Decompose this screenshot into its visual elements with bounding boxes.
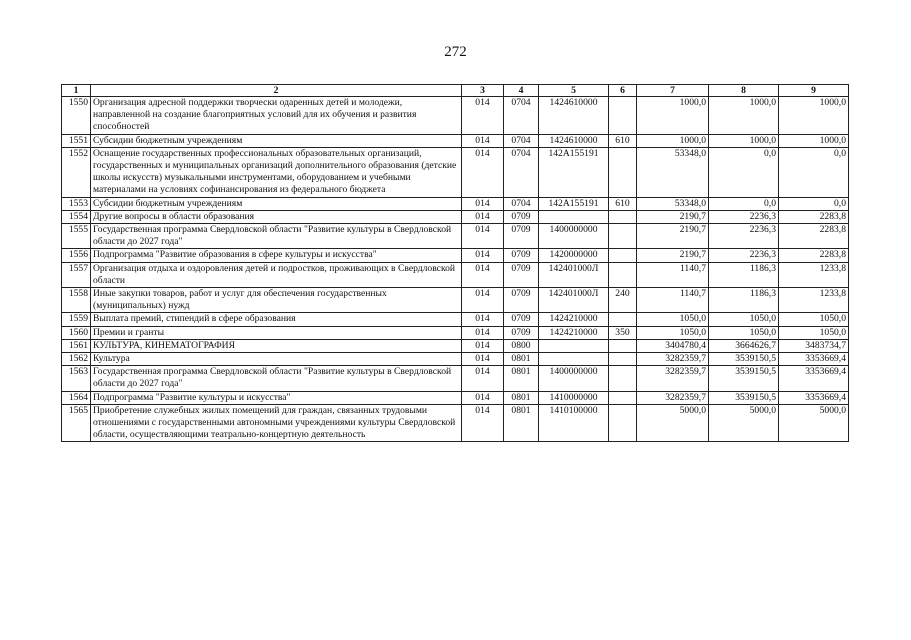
column-header: 5: [539, 85, 609, 97]
target-article-cell: 1424610000: [539, 134, 609, 147]
ministry-code-cell: 014: [462, 147, 504, 197]
row-number-cell: 1561: [62, 339, 91, 352]
amount-col7-cell: 53348,0: [637, 197, 709, 210]
table-row: [62, 147, 849, 197]
amount-col7-cell: 5000,0: [637, 404, 709, 442]
section-code-cell: 0704: [504, 97, 539, 135]
column-header: 2: [91, 85, 462, 97]
section-code-cell: 0801: [504, 366, 539, 391]
column-header: 4: [504, 85, 539, 97]
item-name-cell: Субсидии бюджетным учреждениям: [91, 197, 462, 210]
target-article-cell: 1420000000: [539, 249, 609, 262]
amount-col8-cell: 3539150,5: [709, 353, 779, 366]
amount-col7-cell: 3282359,7: [637, 366, 709, 391]
ministry-code-cell: 014: [462, 391, 504, 404]
item-name-cell: Оснащение государственных профессиональных образовательных организаций, государственных и муниципальных организаций дополнительного образования (детские школы искусств) музыкальными инструментами, оборудованием и учебными материалами на условиях софинансирования из федерального бюджета: [91, 147, 462, 197]
row-number-cell: 1555: [62, 224, 91, 249]
expense-type-cell: [609, 249, 637, 262]
budget-table: [61, 84, 849, 442]
item-name-cell: Премии и гранты: [91, 326, 462, 339]
ministry-code-cell: 014: [462, 339, 504, 352]
row-number-cell: 1564: [62, 391, 91, 404]
table-row: [62, 391, 849, 404]
amount-col8-cell: 0,0: [709, 197, 779, 210]
ministry-code-cell: 014: [462, 249, 504, 262]
column-header: 9: [779, 85, 849, 97]
table-row: [62, 288, 849, 313]
row-number-cell: 1556: [62, 249, 91, 262]
section-code-cell: 0800: [504, 339, 539, 352]
row-number-cell: 1558: [62, 288, 91, 313]
amount-col7-cell: 1050,0: [637, 313, 709, 326]
item-name-cell: Подпрограмма "Развитие культуры и искусства": [91, 391, 462, 404]
table-row: [62, 197, 849, 210]
section-code-cell: 0704: [504, 197, 539, 210]
table-row: [62, 353, 849, 366]
amount-col7-cell: 1000,0: [637, 134, 709, 147]
amount-col9-cell: 5000,0: [779, 404, 849, 442]
amount-col8-cell: 2236,3: [709, 249, 779, 262]
amount-col9-cell: 1233,8: [779, 262, 849, 287]
amount-col7-cell: 1140,7: [637, 288, 709, 313]
amount-col9-cell: 1050,0: [779, 326, 849, 339]
ministry-code-cell: 014: [462, 366, 504, 391]
item-name-cell: Государственная программа Свердловской области "Развитие культуры в Свердловской области до 2027 года": [91, 224, 462, 249]
target-article-cell: [539, 353, 609, 366]
target-article-cell: 1400000000: [539, 366, 609, 391]
amount-col7-cell: 1140,7: [637, 262, 709, 287]
section-code-cell: 0801: [504, 353, 539, 366]
expense-type-cell: [609, 147, 637, 197]
ministry-code-cell: 014: [462, 288, 504, 313]
item-name-cell: Другие вопросы в области образования: [91, 210, 462, 223]
section-code-cell: 0709: [504, 224, 539, 249]
amount-col8-cell: 1050,0: [709, 313, 779, 326]
amount-col7-cell: 3404780,4: [637, 339, 709, 352]
amount-col9-cell: 1050,0: [779, 313, 849, 326]
column-header: 8: [709, 85, 779, 97]
target-article-cell: 1424210000: [539, 326, 609, 339]
section-code-cell: 0709: [504, 326, 539, 339]
amount-col7-cell: 2190,7: [637, 249, 709, 262]
item-name-cell: Организация адресной поддержки творчески одаренных детей и молодежи, направленной на создание благоприятных условий для их обучения и развития способностей: [91, 97, 462, 135]
row-number-cell: 1557: [62, 262, 91, 287]
table-row: [62, 262, 849, 287]
table-row: [62, 339, 849, 352]
expense-type-cell: [609, 366, 637, 391]
amount-col8-cell: 1000,0: [709, 134, 779, 147]
ministry-code-cell: 014: [462, 404, 504, 442]
amount-col8-cell: 3664626,7: [709, 339, 779, 352]
row-number-cell: 1560: [62, 326, 91, 339]
row-number-cell: 1565: [62, 404, 91, 442]
item-name-cell: Государственная программа Свердловской области "Развитие культуры в Свердловской области до 2027 года": [91, 366, 462, 391]
table-row: [62, 326, 849, 339]
ministry-code-cell: 014: [462, 224, 504, 249]
section-code-cell: 0709: [504, 313, 539, 326]
expense-type-cell: [609, 391, 637, 404]
expense-type-cell: [609, 210, 637, 223]
amount-col9-cell: 1233,8: [779, 288, 849, 313]
amount-col8-cell: 1000,0: [709, 97, 779, 135]
row-number-cell: 1550: [62, 97, 91, 135]
target-article-cell: 142А155191: [539, 147, 609, 197]
row-number-cell: 1553: [62, 197, 91, 210]
amount-col8-cell: 1186,3: [709, 288, 779, 313]
section-code-cell: 0709: [504, 262, 539, 287]
expense-type-cell: 610: [609, 197, 637, 210]
section-code-cell: 0704: [504, 134, 539, 147]
amount-col8-cell: 2236,3: [709, 224, 779, 249]
amount-col7-cell: 3282359,7: [637, 353, 709, 366]
amount-col7-cell: 2190,7: [637, 224, 709, 249]
target-article-cell: [539, 339, 609, 352]
expense-type-cell: [609, 97, 637, 135]
amount-col9-cell: 1000,0: [779, 97, 849, 135]
table-row: [62, 210, 849, 223]
table-row: [62, 97, 849, 135]
row-number-cell: 1559: [62, 313, 91, 326]
section-code-cell: 0801: [504, 391, 539, 404]
amount-col8-cell: 1186,3: [709, 262, 779, 287]
target-article-cell: 142401000Л: [539, 262, 609, 287]
target-article-cell: 1410000000: [539, 391, 609, 404]
section-code-cell: 0709: [504, 288, 539, 313]
ministry-code-cell: 014: [462, 262, 504, 287]
table-row: [62, 366, 849, 391]
expense-type-cell: 350: [609, 326, 637, 339]
amount-col9-cell: 2283,8: [779, 224, 849, 249]
table-row: [62, 404, 849, 442]
item-name-cell: Субсидии бюджетным учреждениям: [91, 134, 462, 147]
amount-col7-cell: 53348,0: [637, 147, 709, 197]
amount-col9-cell: 3483734,7: [779, 339, 849, 352]
amount-col8-cell: 5000,0: [709, 404, 779, 442]
item-name-cell: Приобретение служебных жилых помещений для граждан, связанных трудовыми отношениями с государственными автономными учреждениями культуры Свердловской области, осуществляющими театрально-концертную деятельность: [91, 404, 462, 442]
expense-type-cell: 240: [609, 288, 637, 313]
expense-type-cell: [609, 262, 637, 287]
item-name-cell: Выплата премий, стипендий в сфере образования: [91, 313, 462, 326]
row-number-cell: 1552: [62, 147, 91, 197]
table-row: [62, 134, 849, 147]
amount-col7-cell: 3282359,7: [637, 391, 709, 404]
target-article-cell: [539, 210, 609, 223]
item-name-cell: КУЛЬТУРА, КИНЕМАТОГРАФИЯ: [91, 339, 462, 352]
ministry-code-cell: 014: [462, 210, 504, 223]
column-header: 1: [62, 85, 91, 97]
amount-col9-cell: 2283,8: [779, 249, 849, 262]
amount-col7-cell: 2190,7: [637, 210, 709, 223]
amount-col8-cell: 3539150,5: [709, 391, 779, 404]
target-article-cell: 1424610000: [539, 97, 609, 135]
amount-col8-cell: 2236,3: [709, 210, 779, 223]
item-name-cell: Организация отдыха и оздоровления детей и подростков, проживающих в Свердловской области: [91, 262, 462, 287]
expense-type-cell: [609, 339, 637, 352]
target-article-cell: 1424210000: [539, 313, 609, 326]
expense-type-cell: [609, 224, 637, 249]
amount-col9-cell: 3353669,4: [779, 391, 849, 404]
amount-col9-cell: 1000,0: [779, 134, 849, 147]
target-article-cell: 142401000Л: [539, 288, 609, 313]
target-article-cell: 1410100000: [539, 404, 609, 442]
amount-col9-cell: 0,0: [779, 147, 849, 197]
amount-col8-cell: 1050,0: [709, 326, 779, 339]
table-row: [62, 224, 849, 249]
ministry-code-cell: 014: [462, 97, 504, 135]
header-row: [62, 85, 849, 97]
amount-col9-cell: 3353669,4: [779, 353, 849, 366]
ministry-code-cell: 014: [462, 326, 504, 339]
section-code-cell: 0704: [504, 147, 539, 197]
amount-col9-cell: 3353669,4: [779, 366, 849, 391]
table-row: [62, 249, 849, 262]
target-article-cell: 1400000000: [539, 224, 609, 249]
ministry-code-cell: 014: [462, 197, 504, 210]
row-number-cell: 1554: [62, 210, 91, 223]
amount-col9-cell: 2283,8: [779, 210, 849, 223]
expense-type-cell: 610: [609, 134, 637, 147]
amount-col7-cell: 1000,0: [637, 97, 709, 135]
expense-type-cell: [609, 404, 637, 442]
row-number-cell: 1551: [62, 134, 91, 147]
item-name-cell: Подпрограмма "Развитие образования в сфере культуры и искусства": [91, 249, 462, 262]
ministry-code-cell: 014: [462, 134, 504, 147]
ministry-code-cell: 014: [462, 313, 504, 326]
amount-col7-cell: 1050,0: [637, 326, 709, 339]
table-row: [62, 313, 849, 326]
section-code-cell: 0709: [504, 249, 539, 262]
item-name-cell: Иные закупки товаров, работ и услуг для обеспечения государственных (муниципальных) нужд: [91, 288, 462, 313]
expense-type-cell: [609, 313, 637, 326]
amount-col8-cell: 3539150,5: [709, 366, 779, 391]
amount-col8-cell: 0,0: [709, 147, 779, 197]
column-header: 6: [609, 85, 637, 97]
row-number-cell: 1562: [62, 353, 91, 366]
section-code-cell: 0801: [504, 404, 539, 442]
ministry-code-cell: 014: [462, 353, 504, 366]
section-code-cell: 0709: [504, 210, 539, 223]
page-number: 272: [444, 44, 467, 60]
item-name-cell: Культура: [91, 353, 462, 366]
target-article-cell: 142А155191: [539, 197, 609, 210]
amount-col9-cell: 0,0: [779, 197, 849, 210]
expense-type-cell: [609, 353, 637, 366]
column-header: 7: [637, 85, 709, 97]
row-number-cell: 1563: [62, 366, 91, 391]
column-header: 3: [462, 85, 504, 97]
